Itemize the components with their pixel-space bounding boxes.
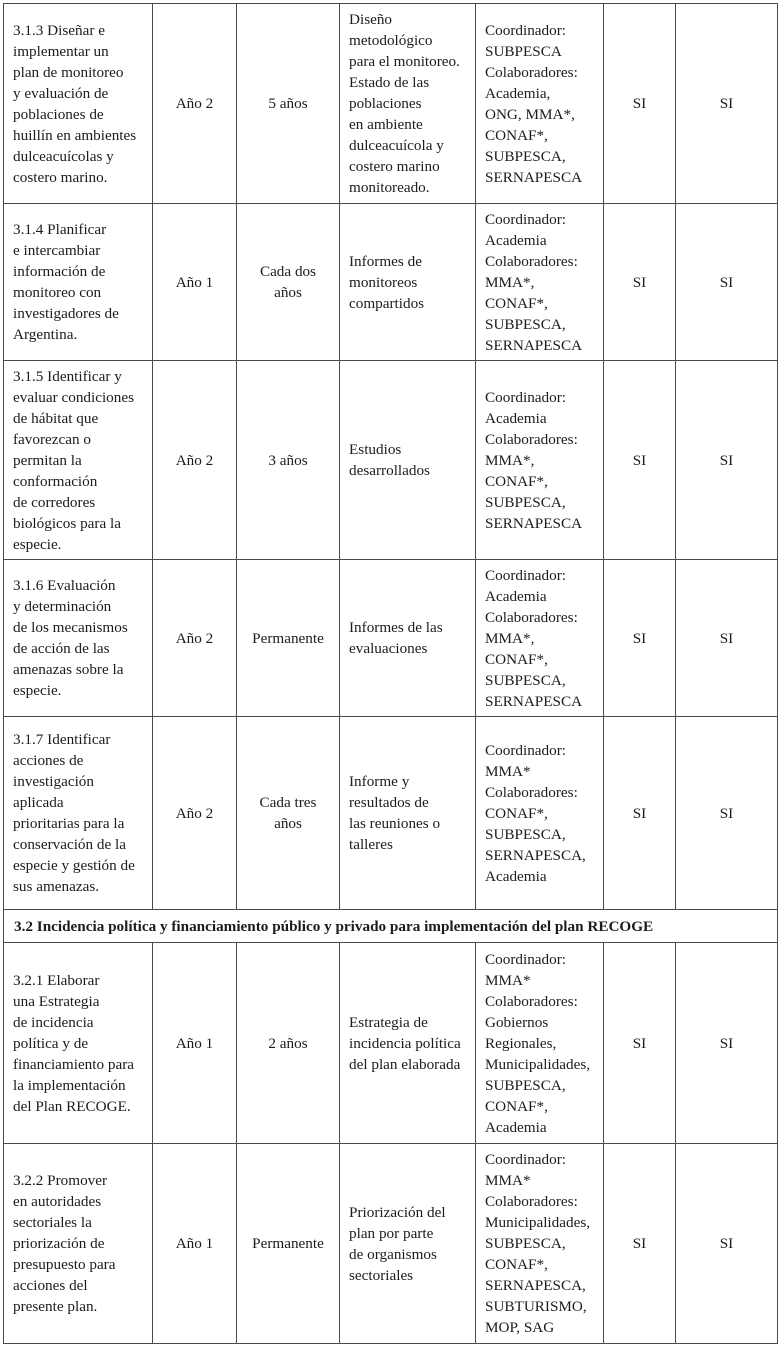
action-cell-line: sectoriales la: [13, 1214, 92, 1231]
table-row: [4, 1144, 778, 1344]
responsible-cell-line: SERNAPESCA: [485, 168, 583, 186]
indicator-cell-line: de organismos: [349, 1245, 437, 1263]
col5-cell: SI: [604, 1144, 676, 1344]
responsible-cell-line: Academia: [485, 231, 547, 249]
indicator-cell: [340, 361, 476, 560]
indicator-cell-line: resultados de: [349, 794, 429, 811]
col5-cell: SI: [604, 361, 676, 560]
action-plan-table: [3, 3, 778, 1344]
action-cell-line: monitoreo con: [13, 284, 102, 301]
responsible-cell-line: SUBPESCA,: [485, 671, 566, 689]
indicator-cell-line: Informes de: [349, 252, 422, 270]
indicator-cell-line: desarrollados: [349, 462, 430, 479]
action-cell-line: 3.1.7 Identificar: [13, 731, 111, 748]
responsible-cell-line: Colaboradores:: [485, 992, 578, 1010]
indicator-cell-line: del plan elaborada: [349, 1055, 461, 1073]
responsible-cell-line: MMA*,: [485, 273, 535, 291]
duration-cell-line: Cada tres: [259, 794, 317, 811]
duration-cell: [237, 361, 340, 560]
responsible-cell-line: CONAF*,: [485, 650, 548, 668]
action-cell-line: en autoridades: [13, 1193, 102, 1210]
responsible-cell-line: MMA*,: [485, 451, 535, 469]
indicator-cell: [340, 204, 476, 361]
indicator-cell-line: compartidos: [349, 294, 425, 312]
indicator-cell-line: Estrategia de: [349, 1013, 428, 1031]
responsible-cell-line: SUBTURISMO,: [485, 1298, 587, 1315]
indicator-cell-line: sectoriales: [349, 1266, 414, 1284]
responsible-cell-line: CONAF*,: [485, 126, 548, 144]
action-cell-line: plan de monitoreo: [13, 63, 124, 81]
col6-cell: SI: [676, 204, 778, 361]
responsible-cell: [476, 204, 604, 361]
action-cell-line: especie.: [13, 535, 62, 553]
start-cell: Año 1: [153, 204, 237, 361]
duration-cell-line: años: [274, 284, 302, 301]
action-cell-line: implementar un: [13, 42, 109, 60]
responsible-cell-line: Coordinador:: [485, 21, 566, 39]
duration-cell-line: Permanente: [252, 629, 324, 647]
col6-cell: SI: [676, 717, 778, 910]
action-cell-line: una Estrategia: [13, 992, 100, 1010]
duration-cell: [237, 717, 340, 910]
indicator-cell-line: Estado de las: [349, 74, 430, 91]
action-cell-line: y determinación: [13, 598, 112, 615]
responsible-cell-line: SERNAPESCA: [485, 692, 583, 710]
start-cell: Año 1: [153, 1144, 237, 1344]
action-cell-line: de corredores: [13, 493, 96, 511]
section-heading: 3.2 Incidencia política y financiamiento público y privado para implementación del plan RECOGE: [4, 910, 778, 943]
action-cell: [4, 4, 153, 204]
action-cell-line: sus amenazas.: [13, 878, 100, 895]
responsible-cell-line: Municipalidades,: [485, 1055, 591, 1073]
col6-cell: SI: [676, 361, 778, 560]
action-cell-line: de acción de las: [13, 640, 110, 657]
action-cell-line: de los mecanismos: [13, 619, 128, 636]
indicator-cell-line: Estudios: [349, 441, 402, 458]
responsible-cell-line: SERNAPESCA: [485, 336, 583, 354]
indicator-cell-line: dulceacuícola y: [349, 137, 444, 154]
start-cell: Año 2: [153, 560, 237, 717]
col6-cell: SI: [676, 4, 778, 204]
action-cell-line: 3.1.6 Evaluación: [13, 577, 116, 594]
action-cell-line: investigación: [13, 773, 94, 790]
responsible-cell-line: SUBPESCA,: [485, 315, 566, 333]
action-cell-line: 3.1.5 Identificar y: [13, 367, 122, 385]
action-cell: [4, 204, 153, 361]
indicator-cell-line: monitoreado.: [349, 179, 430, 196]
responsible-cell-line: Colaboradores:: [485, 1193, 578, 1210]
col5-cell: SI: [604, 204, 676, 361]
duration-cell: [237, 204, 340, 361]
responsible-cell: [476, 717, 604, 910]
responsible-cell-line: Coordinador:: [485, 1151, 566, 1168]
action-cell-line: investigadores de: [13, 305, 119, 322]
col5-cell: SI: [604, 560, 676, 717]
action-cell-line: información de: [13, 263, 106, 280]
responsible-cell-line: SUBPESCA,: [485, 493, 566, 511]
indicator-cell-line: Informes de las: [349, 619, 443, 636]
action-cell: [4, 560, 153, 717]
action-cell-line: acciones del: [13, 1277, 88, 1294]
responsible-cell-line: Coordinador:: [485, 741, 566, 759]
action-cell-line: prioritarias para la: [13, 815, 125, 832]
action-cell-line: dulceacuícolas y: [13, 147, 114, 165]
action-cell-line: permitan la: [13, 451, 82, 469]
responsible-cell: [476, 943, 604, 1144]
duration-cell-line: 5 años: [268, 95, 308, 112]
responsible-cell-line: SUBPESCA,: [485, 1235, 566, 1252]
action-cell-line: priorización de: [13, 1235, 105, 1252]
responsible-cell: [476, 560, 604, 717]
action-cell-line: 3.2.2 Promover: [13, 1172, 108, 1189]
action-cell-line: biológicos para la: [13, 514, 121, 532]
action-cell-line: 3.1.3 Diseñar e: [13, 21, 105, 39]
responsible-cell-line: Coordinador:: [485, 950, 566, 968]
indicator-cell-line: talleres: [349, 836, 393, 853]
action-cell-line: financiamiento para: [13, 1055, 135, 1073]
action-cell-line: política y de: [13, 1034, 89, 1052]
action-cell-line: poblaciones de: [13, 105, 104, 123]
indicator-cell-line: Priorización del: [349, 1203, 446, 1221]
responsible-cell-line: SUBPESCA: [485, 42, 562, 60]
section-row: [4, 910, 778, 943]
table-row: [4, 943, 778, 1144]
action-cell-line: especie.: [13, 682, 62, 699]
responsible-cell-line: CONAF*,: [485, 1097, 548, 1115]
action-cell-line: 3.2.1 Elaborar: [13, 971, 100, 989]
duration-cell: [237, 560, 340, 717]
responsible-cell: [476, 361, 604, 560]
responsible-cell-line: Academia: [485, 587, 547, 605]
responsible-cell-line: CONAF*,: [485, 804, 548, 822]
action-cell: [4, 361, 153, 560]
indicator-cell-line: Diseño: [349, 11, 393, 28]
table-row: [4, 204, 778, 361]
action-cell-line: la implementación: [13, 1076, 126, 1094]
responsible-cell-line: Municipalidades,: [485, 1214, 591, 1231]
duration-cell: [237, 943, 340, 1144]
duration-cell-line: Permanente: [252, 1235, 324, 1252]
responsible-cell-line: ONG, MMA*,: [485, 105, 575, 123]
indicator-cell-line: metodológico: [349, 32, 433, 49]
responsible-cell-line: SERNAPESCA,: [485, 1277, 586, 1294]
action-cell-line: favorezcan o: [13, 430, 91, 448]
action-cell-line: del Plan RECOGE.: [13, 1097, 131, 1115]
responsible-cell-line: Colaboradores:: [485, 252, 578, 270]
indicator-cell-line: plan por parte: [349, 1224, 434, 1242]
action-cell: [4, 943, 153, 1144]
responsible-cell-line: MOP, SAG: [485, 1319, 555, 1336]
col5-cell: SI: [604, 4, 676, 204]
indicator-cell: [340, 4, 476, 204]
action-cell-line: evaluar condiciones: [13, 388, 135, 406]
action-cell-line: especie y gestión de: [13, 857, 135, 874]
indicator-cell: [340, 560, 476, 717]
responsible-cell-line: CONAF*,: [485, 472, 548, 490]
responsible-cell-line: SERNAPESCA,: [485, 846, 586, 864]
indicator-cell: [340, 717, 476, 910]
action-cell: [4, 1144, 153, 1344]
action-cell-line: acciones de: [13, 752, 84, 769]
indicator-cell-line: monitoreos: [349, 273, 418, 291]
responsible-cell-line: Regionales,: [485, 1034, 557, 1052]
responsible-cell-line: SERNAPESCA: [485, 514, 583, 532]
table-row: [4, 717, 778, 910]
responsible-cell-line: Coordinador:: [485, 566, 566, 584]
action-cell-line: y evaluación de: [13, 84, 109, 102]
col5-cell: SI: [604, 943, 676, 1144]
action-cell-line: 3.1.4 Planificar: [13, 221, 107, 238]
responsible-cell-line: Colaboradores:: [485, 608, 578, 626]
responsible-cell-line: Colaboradores:: [485, 430, 578, 448]
start-cell: Año 2: [153, 361, 237, 560]
indicator-cell-line: para el monitoreo.: [349, 53, 460, 70]
action-cell-line: costero marino.: [13, 168, 108, 186]
responsible-cell-line: Academia,: [485, 84, 551, 102]
action-cell-line: de hábitat que: [13, 409, 99, 427]
indicator-cell-line: las reuniones o: [349, 815, 441, 832]
action-cell-line: amenazas sobre la: [13, 661, 124, 678]
action-cell-line: aplicada: [13, 794, 64, 811]
responsible-cell-line: Colaboradores:: [485, 783, 578, 801]
indicator-cell: [340, 1144, 476, 1344]
indicator-cell-line: Informe y: [349, 773, 410, 790]
responsible-cell: [476, 1144, 604, 1344]
duration-cell-line: Cada dos: [259, 263, 317, 280]
responsible-cell-line: Academia: [485, 409, 547, 427]
responsible-cell: [476, 4, 604, 204]
duration-cell: [237, 1144, 340, 1344]
responsible-cell-line: SUBPESCA,: [485, 825, 566, 843]
indicator-cell-line: evaluaciones: [349, 640, 428, 657]
table-row: [4, 361, 778, 560]
responsible-cell-line: SUBPESCA,: [485, 1076, 566, 1094]
col6-cell: SI: [676, 560, 778, 717]
start-cell: Año 1: [153, 943, 237, 1144]
action-cell-line: presupuesto para: [13, 1256, 116, 1273]
action-cell-line: de incidencia: [13, 1013, 94, 1031]
indicator-cell-line: incidencia política: [349, 1034, 461, 1052]
responsible-cell-line: MMA*: [485, 1172, 531, 1189]
action-cell-line: e intercambiar: [13, 242, 101, 259]
duration-cell-line: 2 años: [268, 1034, 308, 1052]
responsible-cell-line: MMA*,: [485, 629, 535, 647]
table-row: [4, 560, 778, 717]
start-cell: Año 2: [153, 4, 237, 204]
responsible-cell-line: SUBPESCA,: [485, 147, 566, 165]
responsible-cell-line: CONAF*,: [485, 294, 548, 312]
responsible-cell-line: Academia: [485, 867, 547, 885]
action-cell: [4, 717, 153, 910]
responsible-cell-line: MMA*: [485, 971, 531, 989]
indicator-cell: [340, 943, 476, 1144]
action-cell-line: Argentina.: [13, 326, 78, 343]
responsible-cell-line: Colaboradores:: [485, 63, 578, 81]
action-cell-line: conservación de la: [13, 836, 127, 853]
responsible-cell-line: Coordinador:: [485, 210, 566, 228]
responsible-cell-line: MMA*: [485, 762, 531, 780]
table-row: [4, 4, 778, 204]
indicator-cell-line: en ambiente: [349, 116, 423, 133]
col6-cell: SI: [676, 1144, 778, 1344]
responsible-cell-line: Gobiernos: [485, 1013, 549, 1031]
col5-cell: SI: [604, 717, 676, 910]
indicator-cell-line: costero marino: [349, 158, 440, 175]
duration-cell: [237, 4, 340, 204]
duration-cell-line: años: [274, 815, 302, 832]
responsible-cell-line: Coordinador:: [485, 388, 566, 406]
indicator-cell-line: poblaciones: [349, 95, 422, 112]
action-cell-line: huillín en ambientes: [13, 126, 137, 144]
responsible-cell-line: CONAF*,: [485, 1256, 548, 1273]
action-cell-line: presente plan.: [13, 1298, 98, 1315]
action-cell-line: conformación: [13, 472, 98, 490]
start-cell: Año 2: [153, 717, 237, 910]
duration-cell-line: 3 años: [268, 451, 308, 469]
responsible-cell-line: Academia: [485, 1118, 547, 1136]
col6-cell: SI: [676, 943, 778, 1144]
